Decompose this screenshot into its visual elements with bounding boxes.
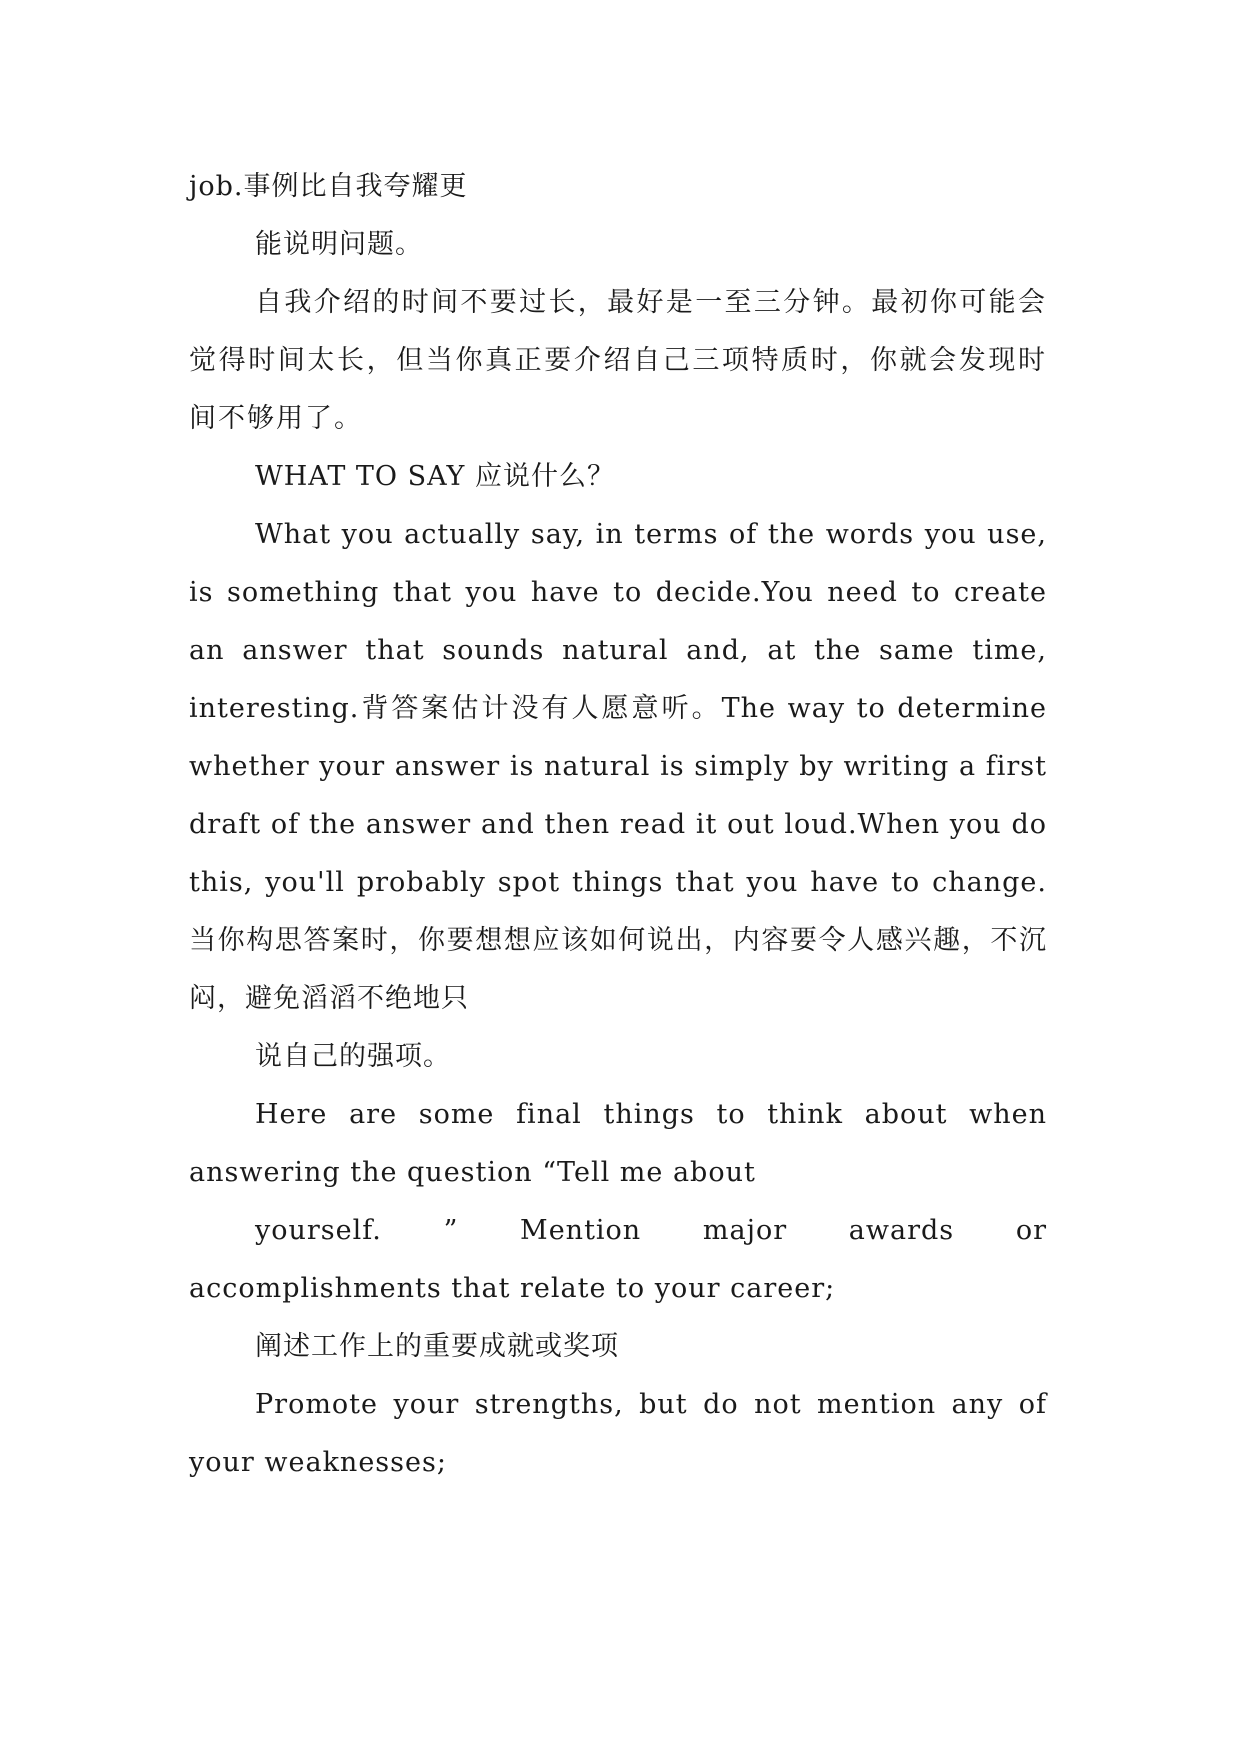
- paragraph-8: yourself. ” Mention major awards or accomplishments that relate to your career;: [189, 1215, 1047, 1304]
- paragraph-2: 能说明问题。: [255, 229, 423, 260]
- paragraph-5: What you actually say, in terms of the words you use, is something that you have to decide.You need to create an answer that sounds natural and, at the same time, interesting.背答案估计没有人愿意听。The way to determine whether your answer is natural is simply by writing a first draft of the answer and then read it out loud.When you do this, you'll probably spot things that you have to change.当你构思答案时，你要想想应该如何说出，内容要令人感兴趣，不沉闷，避免滔滔不绝地只: [189, 519, 1047, 1014]
- paragraph-7: Here are some final things to think about when answering the question “Tell me about: [189, 1099, 1047, 1188]
- document-body: [189, 158, 1047, 1492]
- paragraph-9: 阐述工作上的重要成就或奖项: [255, 1331, 619, 1362]
- paragraph-3: 自我介绍的时间不要过长，最好是一至三分钟。最初你可能会觉得时间太长，但当你真正要介绍自己三项特质时，你就会发现时间不够用了。: [189, 287, 1047, 434]
- paragraph-6: 说自己的强项。: [255, 1041, 451, 1072]
- paragraph-4-heading: WHAT TO SAY 应说什么？: [255, 461, 615, 492]
- paragraph-1: job.事例比自我夸耀更: [189, 171, 468, 202]
- paragraph-10: Promote your strengths, but do not mention any of your weaknesses;: [189, 1389, 1047, 1478]
